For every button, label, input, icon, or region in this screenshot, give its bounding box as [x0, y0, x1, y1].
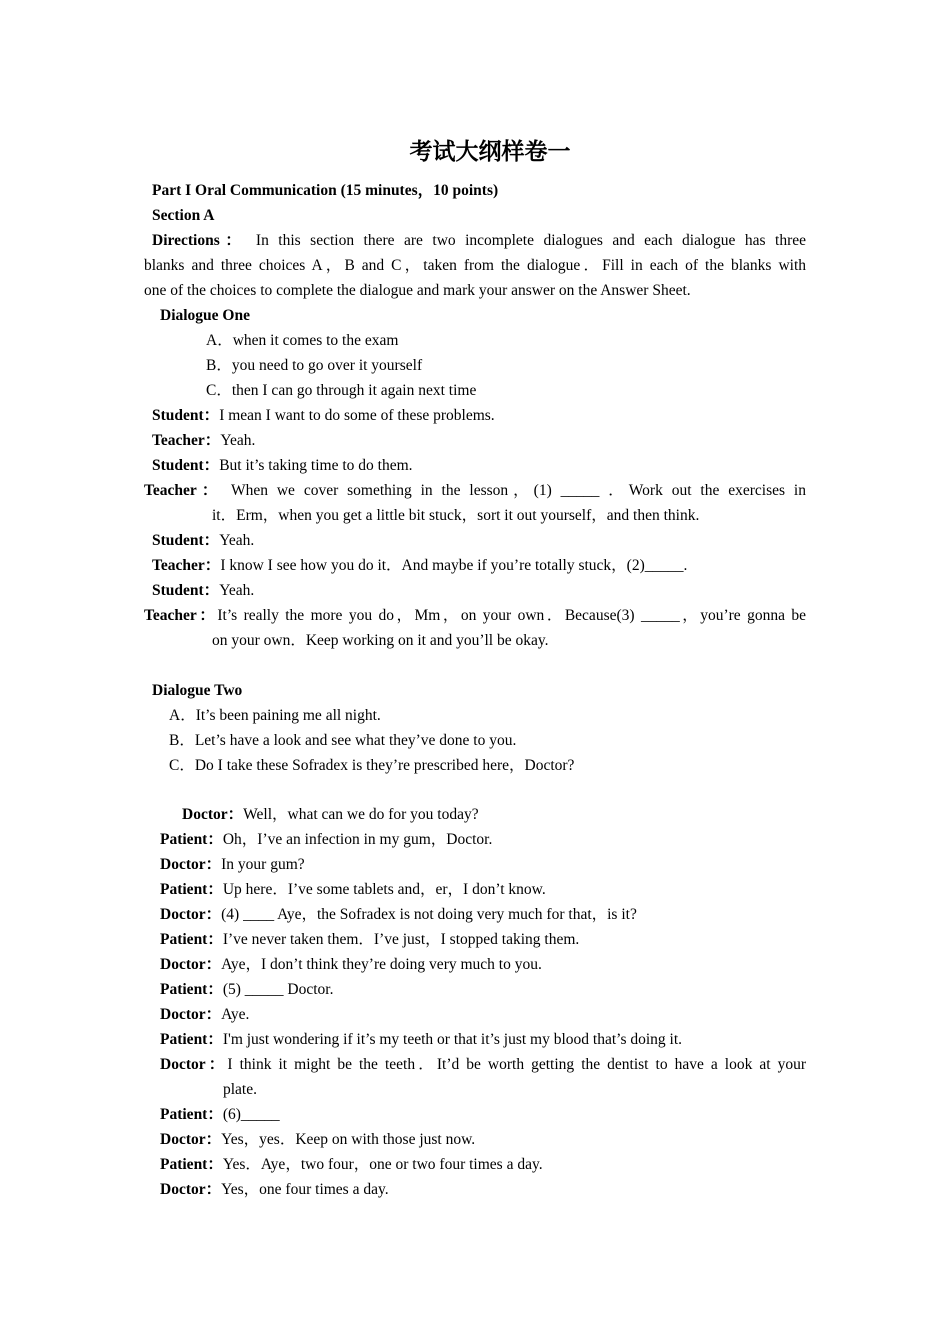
dialogue-line: Teacher：I know I see how you do it．And maybe if you’re totally stuck，(2)_____. — [152, 557, 688, 574]
dialogue-line: Doctor：Yes，yes．Keep on with those just now. — [160, 1131, 476, 1148]
part-heading: Part I Oral Communication (15 minutes，10 points) — [152, 182, 499, 199]
dialogue-line: Teacher：Yeah. — [152, 432, 256, 449]
dialogue-line: Doctor：Well，what can we do for you today? — [182, 806, 479, 823]
dialogue-line: Student：Yeah. — [152, 582, 255, 599]
dialogue-line: Doctor：Aye，I don’t think they’re doing very much to you. — [160, 956, 542, 973]
choice-item: B．you need to go over it yourself — [206, 357, 423, 374]
dialogue-line: Teacher：It’s really the more you do，Mm，on your own．Because(3) _____，you’re gonna be — [144, 607, 806, 624]
dialogue-line: Patient：Yes．Aye，two four，one or two four times a day. — [160, 1156, 543, 1173]
dialogue-line-continuation: it．Erm，when you get a little bit stuck，sort it out yourself，and then think. — [212, 507, 700, 524]
directions-line-3: one of the choices to complete the dialogue and mark your answer on the Answer Sheet. — [144, 282, 691, 299]
choice-item: C．then I can go through it again next time — [206, 382, 477, 399]
choice-item: A．It’s been paining me all night. — [169, 707, 381, 724]
dialogue-line: Student：But it’s taking time to do them. — [152, 457, 413, 474]
dialogue-line: Patient：I’ve never taken them．I’ve just，I stopped taking them. — [160, 931, 580, 948]
dialogue-line: Patient：I'm just wondering if it’s my teeth or that it’s just my blood that’s doing it. — [160, 1031, 683, 1048]
dialogue-line: Patient：(6)_____ — [160, 1106, 280, 1123]
dialogue-line: Doctor：I think it might be the teeth．It’d be worth getting the dentist to have a look at your — [160, 1056, 806, 1073]
dialogue-line: Patient：(5) _____ Doctor. — [160, 981, 334, 998]
dialogue-line: Patient：Up here．I’ve some tablets and，er，I don’t know. — [160, 881, 546, 898]
directions-line-1: Directions： In this section there are two incomplete dialogues and each dialogue has three — [152, 232, 807, 249]
dialogue-line: Patient：Oh，I’ve an infection in my gum，Doctor. — [160, 831, 493, 848]
section-heading: Section A — [152, 207, 215, 224]
dialogue-line-continuation: on your own．Keep working on it and you’ll be okay. — [212, 632, 549, 649]
directions-line-2: blanks and three choices A，B and C，taken from the dialogue．Fill in each of the blanks with — [144, 257, 806, 274]
dialogue-line: Doctor：Aye. — [160, 1006, 250, 1023]
dialogue-line: Doctor：Yes，one four times a day. — [160, 1181, 389, 1198]
dialogue-line: Doctor：(4) ____ Aye，the Sofradex is not doing very much for that，is it? — [160, 906, 637, 923]
choice-item: B．Let’s have a look and see what they’ve done to you. — [169, 732, 517, 749]
dialogue-line: Teacher： When we cover something in the lesson，(1) _____ ．Work out the exercises in — [144, 482, 806, 499]
dialogue-two-heading: Dialogue Two — [152, 682, 243, 699]
choice-item: A．when it comes to the exam — [206, 332, 399, 349]
page-title: 考试大纲样卷一 — [409, 138, 571, 165]
dialogue-line-continuation: plate. — [223, 1081, 257, 1098]
dialogue-line: Student：Yeah. — [152, 532, 255, 549]
dialogue-one-heading: Dialogue One — [160, 307, 250, 324]
dialogue-line: Doctor：In your gum? — [160, 856, 305, 873]
choice-item: C．Do I take these Sofradex is they’re prescribed here，Doctor? — [169, 757, 575, 774]
dialogue-line: Student：I mean I want to do some of these problems. — [152, 407, 495, 424]
